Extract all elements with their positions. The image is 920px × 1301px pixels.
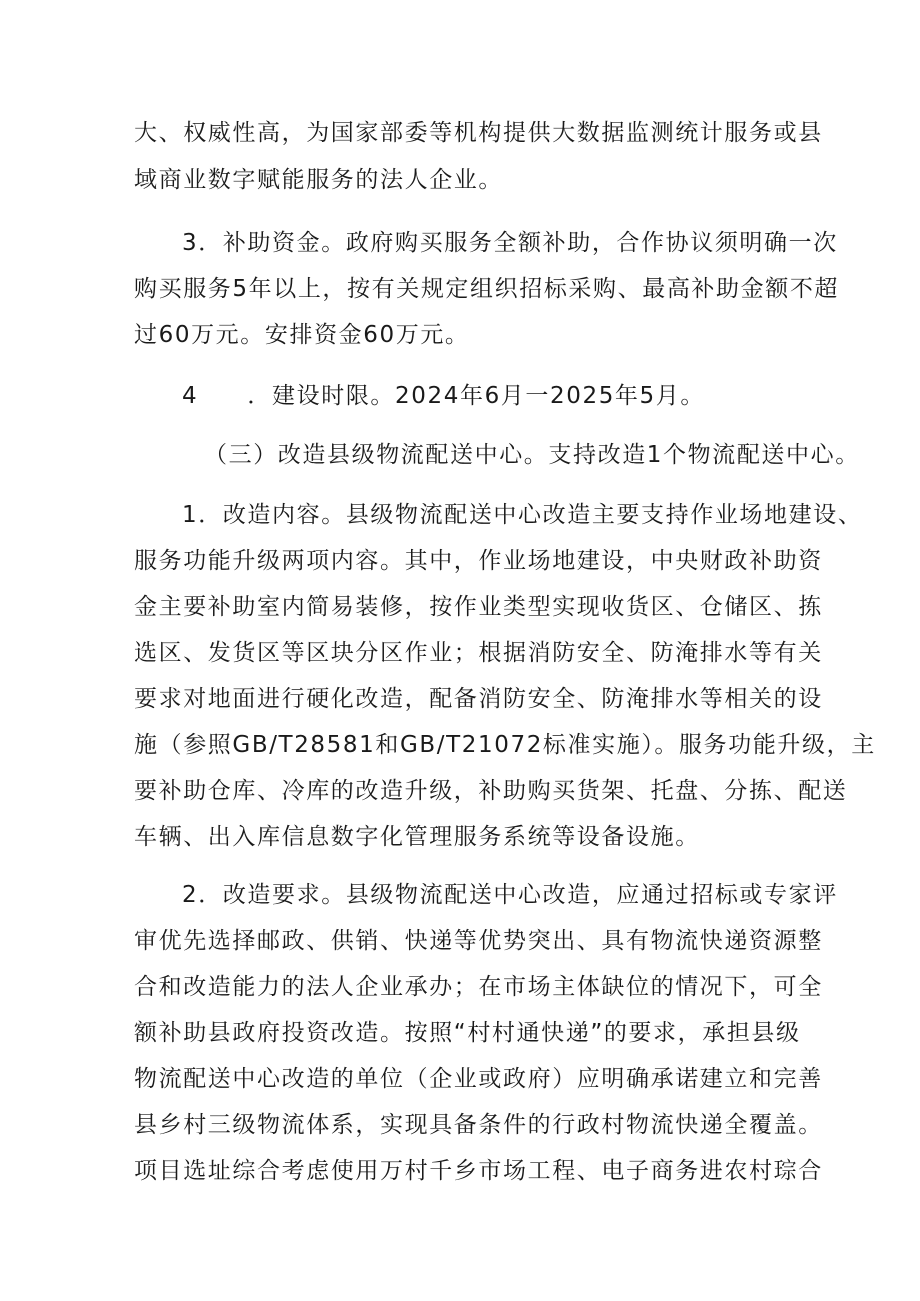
text-line: 审优先选择邮政、供销、快递等优势突出、具有物流快递资源整 — [134, 928, 823, 954]
text-line: 4 ．建设时限。2024年6月一2025年5月。 — [182, 383, 705, 409]
text-line: 物流配送中心改造的单位（企业或政府）应明确承诺建立和完善 — [134, 1066, 823, 1092]
text-line: 服务功能升级两项内容。其中，作业场地建设，中央财政补助资 — [134, 548, 823, 574]
text-line: 过60万元。安排资金60万元。 — [134, 322, 470, 348]
text-line: 合和改造能力的法人企业承办；在市场主体缺位的情况下，可全 — [134, 974, 823, 1000]
text-line: 域商业数字赋能服务的法人企业。 — [134, 167, 503, 193]
text-line: 项目选址综合考虑使用万村千乡市场工程、电子商务进农村琮合 — [134, 1158, 823, 1184]
text-line: 3．补助资金。政府购买服务全额补助，合作协议须明确一次 — [182, 230, 838, 256]
text-line: 额补助县政府投资改造。按照“村村通快递”的要求，承担县级 — [134, 1020, 801, 1046]
text-line: 车辆、出入库信息数字化管理服务系统等设备设施。 — [134, 824, 700, 850]
text-line: 县乡村三级物流体系，实现具备条件的行政村物流快递全覆盖。 — [134, 1112, 823, 1138]
text-line: 大、权威性高，为国家部委等机构提供大数据监测统计服务或县 — [134, 120, 823, 146]
text-line: 购买服务5年以上，按有关规定组织招标采购、最高补助金额不超 — [134, 276, 840, 302]
text-line: 2．改造要求。县级物流配送中心改造，应通过招标或专家评 — [182, 882, 838, 908]
text-line: 金主要补助室内简易装修，按作业类型实现收货区、仓储区、拣 — [134, 594, 823, 620]
section-heading: （三）改造县级物流配送中心。支持改造1个物流配送中心。 — [204, 442, 860, 468]
text-line: 施（参照GB/T28581和GB/T21072标准实施）。服务功能升级，主 — [134, 732, 876, 758]
text-line: 1．改造内容。县级物流配送中心改造主要支持作业场地建设、 — [182, 502, 863, 528]
text-line: 选区、发货区等区块分区作业；根据消防安全、防淹排水等有关 — [134, 640, 823, 666]
text-line: 要求对地面进行硬化改造，配备消防安全、防淹排水等相关的设 — [134, 686, 823, 712]
text-line: 要补助仓库、冷库的改造升级，补助购买货架、托盘、分拣、配送 — [134, 778, 848, 804]
